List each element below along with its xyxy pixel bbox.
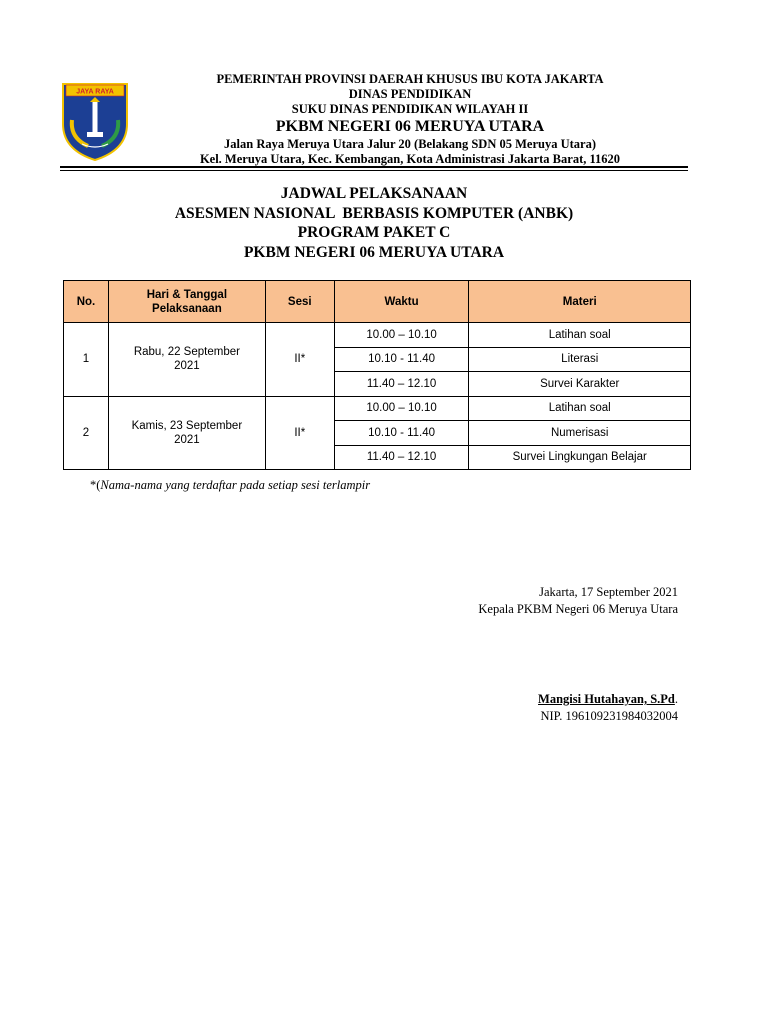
letterhead-department: DINAS PENDIDIKAN <box>348 87 472 101</box>
header-no: No. <box>64 281 109 323</box>
letterhead-government: PEMERINTAH PROVINSI DAERAH KHUSUS IBU KOTA JAKARTA <box>216 72 604 86</box>
letterhead-divider-thin <box>60 170 688 171</box>
title-line-2: ASESMEN NASIONAL BERBASIS KOMPUTER (ANBK) <box>174 204 574 222</box>
letterhead-divider-thick <box>60 166 688 168</box>
row-1-slot-3-time: 11.40 – 12.10 <box>334 372 469 397</box>
row-2-slot-3-subject: Survei Lingkungan Belajar <box>469 445 691 470</box>
header-time: Waktu <box>334 281 469 323</box>
header-session: Sesi <box>265 281 334 323</box>
letterhead-institution: PKBM NEGERI 06 MERUYA UTARA <box>275 118 545 135</box>
signatory-nip: NIP. 196109231984032004 <box>540 709 678 723</box>
header-subject: Materi <box>469 281 691 323</box>
signatory-name-suffix: . <box>674 692 678 706</box>
row-2-slot-2-time: 10.10 - 11.40 <box>334 421 469 446</box>
letterhead-address: Jalan Raya Meruya Utara Jalur 20 (Belakang SDN 05 Meruya Utara) <box>224 137 596 151</box>
signatory-name: Mangisi Hutahayan, S.Pd <box>538 692 675 706</box>
row-1-date: Rabu, 22 September 2021 <box>108 323 265 397</box>
row-1-slot-1-time: 10.00 – 10.10 <box>334 323 469 348</box>
table-header-row <box>64 281 691 323</box>
schedule-table <box>63 280 691 470</box>
row-2-slot-3-time: 11.40 – 12.10 <box>334 445 469 470</box>
document-title <box>60 184 688 262</box>
title-line-3: PROGRAM PAKET C <box>297 224 451 241</box>
row-2-no: 2 <box>64 396 109 470</box>
footnote-prefix: *( <box>90 478 101 492</box>
row-1-slot-2-time: 10.10 - 11.40 <box>334 347 469 372</box>
signature-place-date: Jakarta, 17 September 2021 <box>539 585 678 599</box>
header-date: Hari & Tanggal Pelaksanaan <box>108 281 265 323</box>
signature-name-line <box>538 691 678 708</box>
row-1-slot-2-subject: Literasi <box>469 347 691 372</box>
row-2-date: Kamis, 23 September 2021 <box>108 396 265 470</box>
row-1-slot-3-subject: Survei Karakter <box>469 372 691 397</box>
title-line-1: JADWAL PELAKSANAAN <box>280 185 468 202</box>
row-2-slot-2-subject: Numerisasi <box>469 421 691 446</box>
signature-header <box>478 584 678 618</box>
signature-position: Kepala PKBM Negeri 06 Meruya Utara <box>478 602 678 616</box>
logo-banner-text: JAYA RAYA <box>76 88 114 96</box>
title-line-4: PKBM NEGERI 06 MERUYA UTARA <box>243 243 505 261</box>
table-row <box>64 323 691 348</box>
row-2-slot-1-time: 10.00 – 10.10 <box>334 396 469 421</box>
footnote <box>90 478 370 493</box>
letterhead-subdepartment: SUKU DINAS PENDIDIKAN WILAYAH II <box>291 102 529 116</box>
jakarta-emblem-icon <box>60 80 130 162</box>
letterhead <box>130 72 690 167</box>
table-row <box>64 396 691 421</box>
row-2-session: II* <box>265 396 334 470</box>
signature-block <box>538 691 678 725</box>
row-1-slot-1-subject: Latihan soal <box>469 323 691 348</box>
footnote-text: Nama-nama yang terdaftar pada setiap sesi terlampir <box>100 478 371 492</box>
letterhead-district: Kel. Meruya Utara, Kec. Kembangan, Kota Administrasi Jakarta Barat, 11620 <box>199 152 621 166</box>
row-1-session: II* <box>265 323 334 397</box>
row-2-slot-1-subject: Latihan soal <box>469 396 691 421</box>
row-1-no: 1 <box>64 323 109 397</box>
